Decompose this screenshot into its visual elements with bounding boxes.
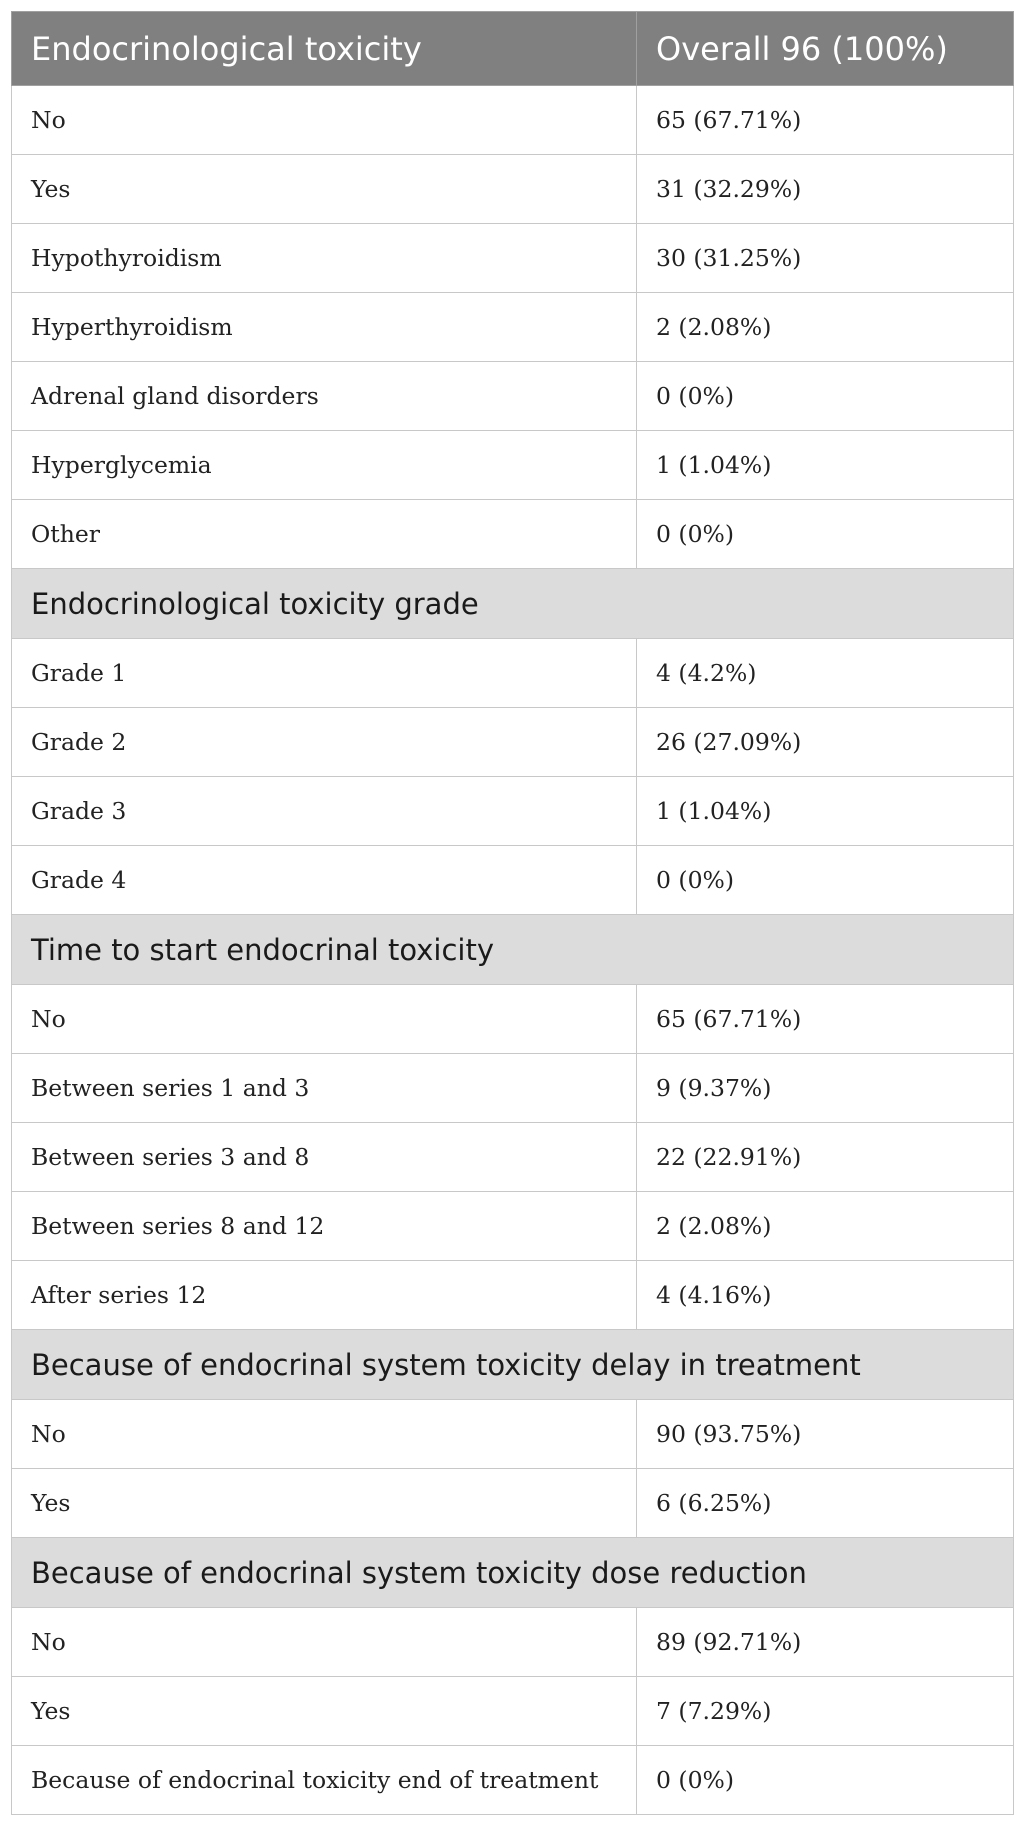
section-header-row — [12, 915, 1014, 985]
row-value-cell: 0 (0%) — [637, 846, 1014, 915]
table-row — [12, 155, 1014, 224]
table-header-row — [12, 12, 1014, 86]
row-value-cell: 22 (22.91%) — [637, 1123, 1014, 1192]
row-value-cell: 0 (0%) — [637, 362, 1014, 431]
table-row — [12, 86, 1014, 155]
row-label-cell: No — [12, 1608, 637, 1677]
table-row — [12, 431, 1014, 500]
table-row — [12, 224, 1014, 293]
row-label-cell: Yes — [12, 1677, 637, 1746]
row-label-cell: No — [12, 1400, 637, 1469]
table-row — [12, 708, 1014, 777]
table-body — [12, 86, 1014, 1815]
row-label-cell: No — [12, 86, 637, 155]
section-title: Time to start endocrinal toxicity — [12, 915, 1014, 985]
row-value-cell: 0 (0%) — [637, 1746, 1014, 1815]
endocrine-toxicity-table — [11, 11, 1014, 1815]
row-value-cell: 65 (67.71%) — [637, 86, 1014, 155]
row-value-cell: 89 (92.71%) — [637, 1608, 1014, 1677]
table-row — [12, 1192, 1014, 1261]
row-value-cell: 26 (27.09%) — [637, 708, 1014, 777]
row-value-cell: 2 (2.08%) — [637, 1192, 1014, 1261]
row-label-cell: Other — [12, 500, 637, 569]
row-label-cell: Grade 4 — [12, 846, 637, 915]
row-label-cell: Adrenal gland disorders — [12, 362, 637, 431]
row-label-cell: Grade 1 — [12, 639, 637, 708]
table-row — [12, 293, 1014, 362]
row-value-cell: 30 (31.25%) — [637, 224, 1014, 293]
table-row — [12, 1746, 1014, 1815]
row-value-cell: 65 (67.71%) — [637, 985, 1014, 1054]
table-row — [12, 1608, 1014, 1677]
table-row — [12, 1054, 1014, 1123]
row-label-cell: Yes — [12, 1469, 637, 1538]
header-overall-cell: Overall 96 (100%) — [637, 12, 1014, 86]
row-label-cell: Grade 3 — [12, 777, 637, 846]
table-row — [12, 1261, 1014, 1330]
table-row — [12, 1123, 1014, 1192]
section-header-row — [12, 569, 1014, 639]
row-value-cell: 4 (4.16%) — [637, 1261, 1014, 1330]
row-value-cell: 2 (2.08%) — [637, 293, 1014, 362]
row-value-cell: 4 (4.2%) — [637, 639, 1014, 708]
row-label-cell: Hypothyroidism — [12, 224, 637, 293]
row-label-cell: Yes — [12, 155, 637, 224]
row-value-cell: 0 (0%) — [637, 500, 1014, 569]
header-label-cell: Endocrinological toxicity — [12, 12, 637, 86]
section-header-row — [12, 1330, 1014, 1400]
row-value-cell: 1 (1.04%) — [637, 777, 1014, 846]
row-label-cell: Grade 2 — [12, 708, 637, 777]
section-title: Endocrinological toxicity grade — [12, 569, 1014, 639]
row-label-cell: Because of endocrinal toxicity end of treatment — [12, 1746, 637, 1815]
row-label-cell: Hyperthyroidism — [12, 293, 637, 362]
row-value-cell: 31 (32.29%) — [637, 155, 1014, 224]
row-value-cell: 6 (6.25%) — [637, 1469, 1014, 1538]
row-value-cell: 9 (9.37%) — [637, 1054, 1014, 1123]
table-row — [12, 362, 1014, 431]
row-label-cell: Between series 3 and 8 — [12, 1123, 637, 1192]
section-header-row — [12, 1538, 1014, 1608]
table-row — [12, 846, 1014, 915]
row-label-cell: After series 12 — [12, 1261, 637, 1330]
section-title: Because of endocrinal system toxicity dose reduction — [12, 1538, 1014, 1608]
table-row — [12, 500, 1014, 569]
table-row — [12, 639, 1014, 708]
section-title: Because of endocrinal system toxicity delay in treatment — [12, 1330, 1014, 1400]
table-row — [12, 985, 1014, 1054]
table-row — [12, 1677, 1014, 1746]
row-label-cell: No — [12, 985, 637, 1054]
table-row — [12, 777, 1014, 846]
table-row — [12, 1400, 1014, 1469]
row-value-cell: 7 (7.29%) — [637, 1677, 1014, 1746]
row-value-cell: 1 (1.04%) — [637, 431, 1014, 500]
row-label-cell: Between series 8 and 12 — [12, 1192, 637, 1261]
row-label-cell: Hyperglycemia — [12, 431, 637, 500]
row-label-cell: Between series 1 and 3 — [12, 1054, 637, 1123]
row-value-cell: 90 (93.75%) — [637, 1400, 1014, 1469]
table-row — [12, 1469, 1014, 1538]
